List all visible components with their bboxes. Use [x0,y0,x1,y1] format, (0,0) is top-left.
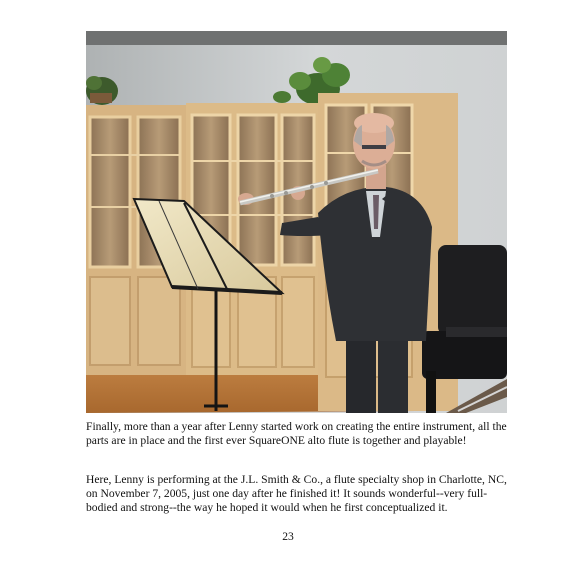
ceiling-shadow [86,31,507,45]
page-number: 23 [282,530,294,543]
photo-flute-performance [86,31,507,413]
caption-paragraph-1: Finally, more than a year after Lenny started work on creating the entire instrument, all the parts are in place and the first ever SquareONE alto flute is together and playable! [86,420,507,448]
caption-paragraph-2: Here, Lenny is performing at the J.L. Smith & Co., a flute specialty shop in Charlotte, NC, on November 7, 2005, just one day after he finished it! It sounds wonderful--very full-bodied and strong--the way he hoped it would when he first conceptualized it. [86,473,507,515]
